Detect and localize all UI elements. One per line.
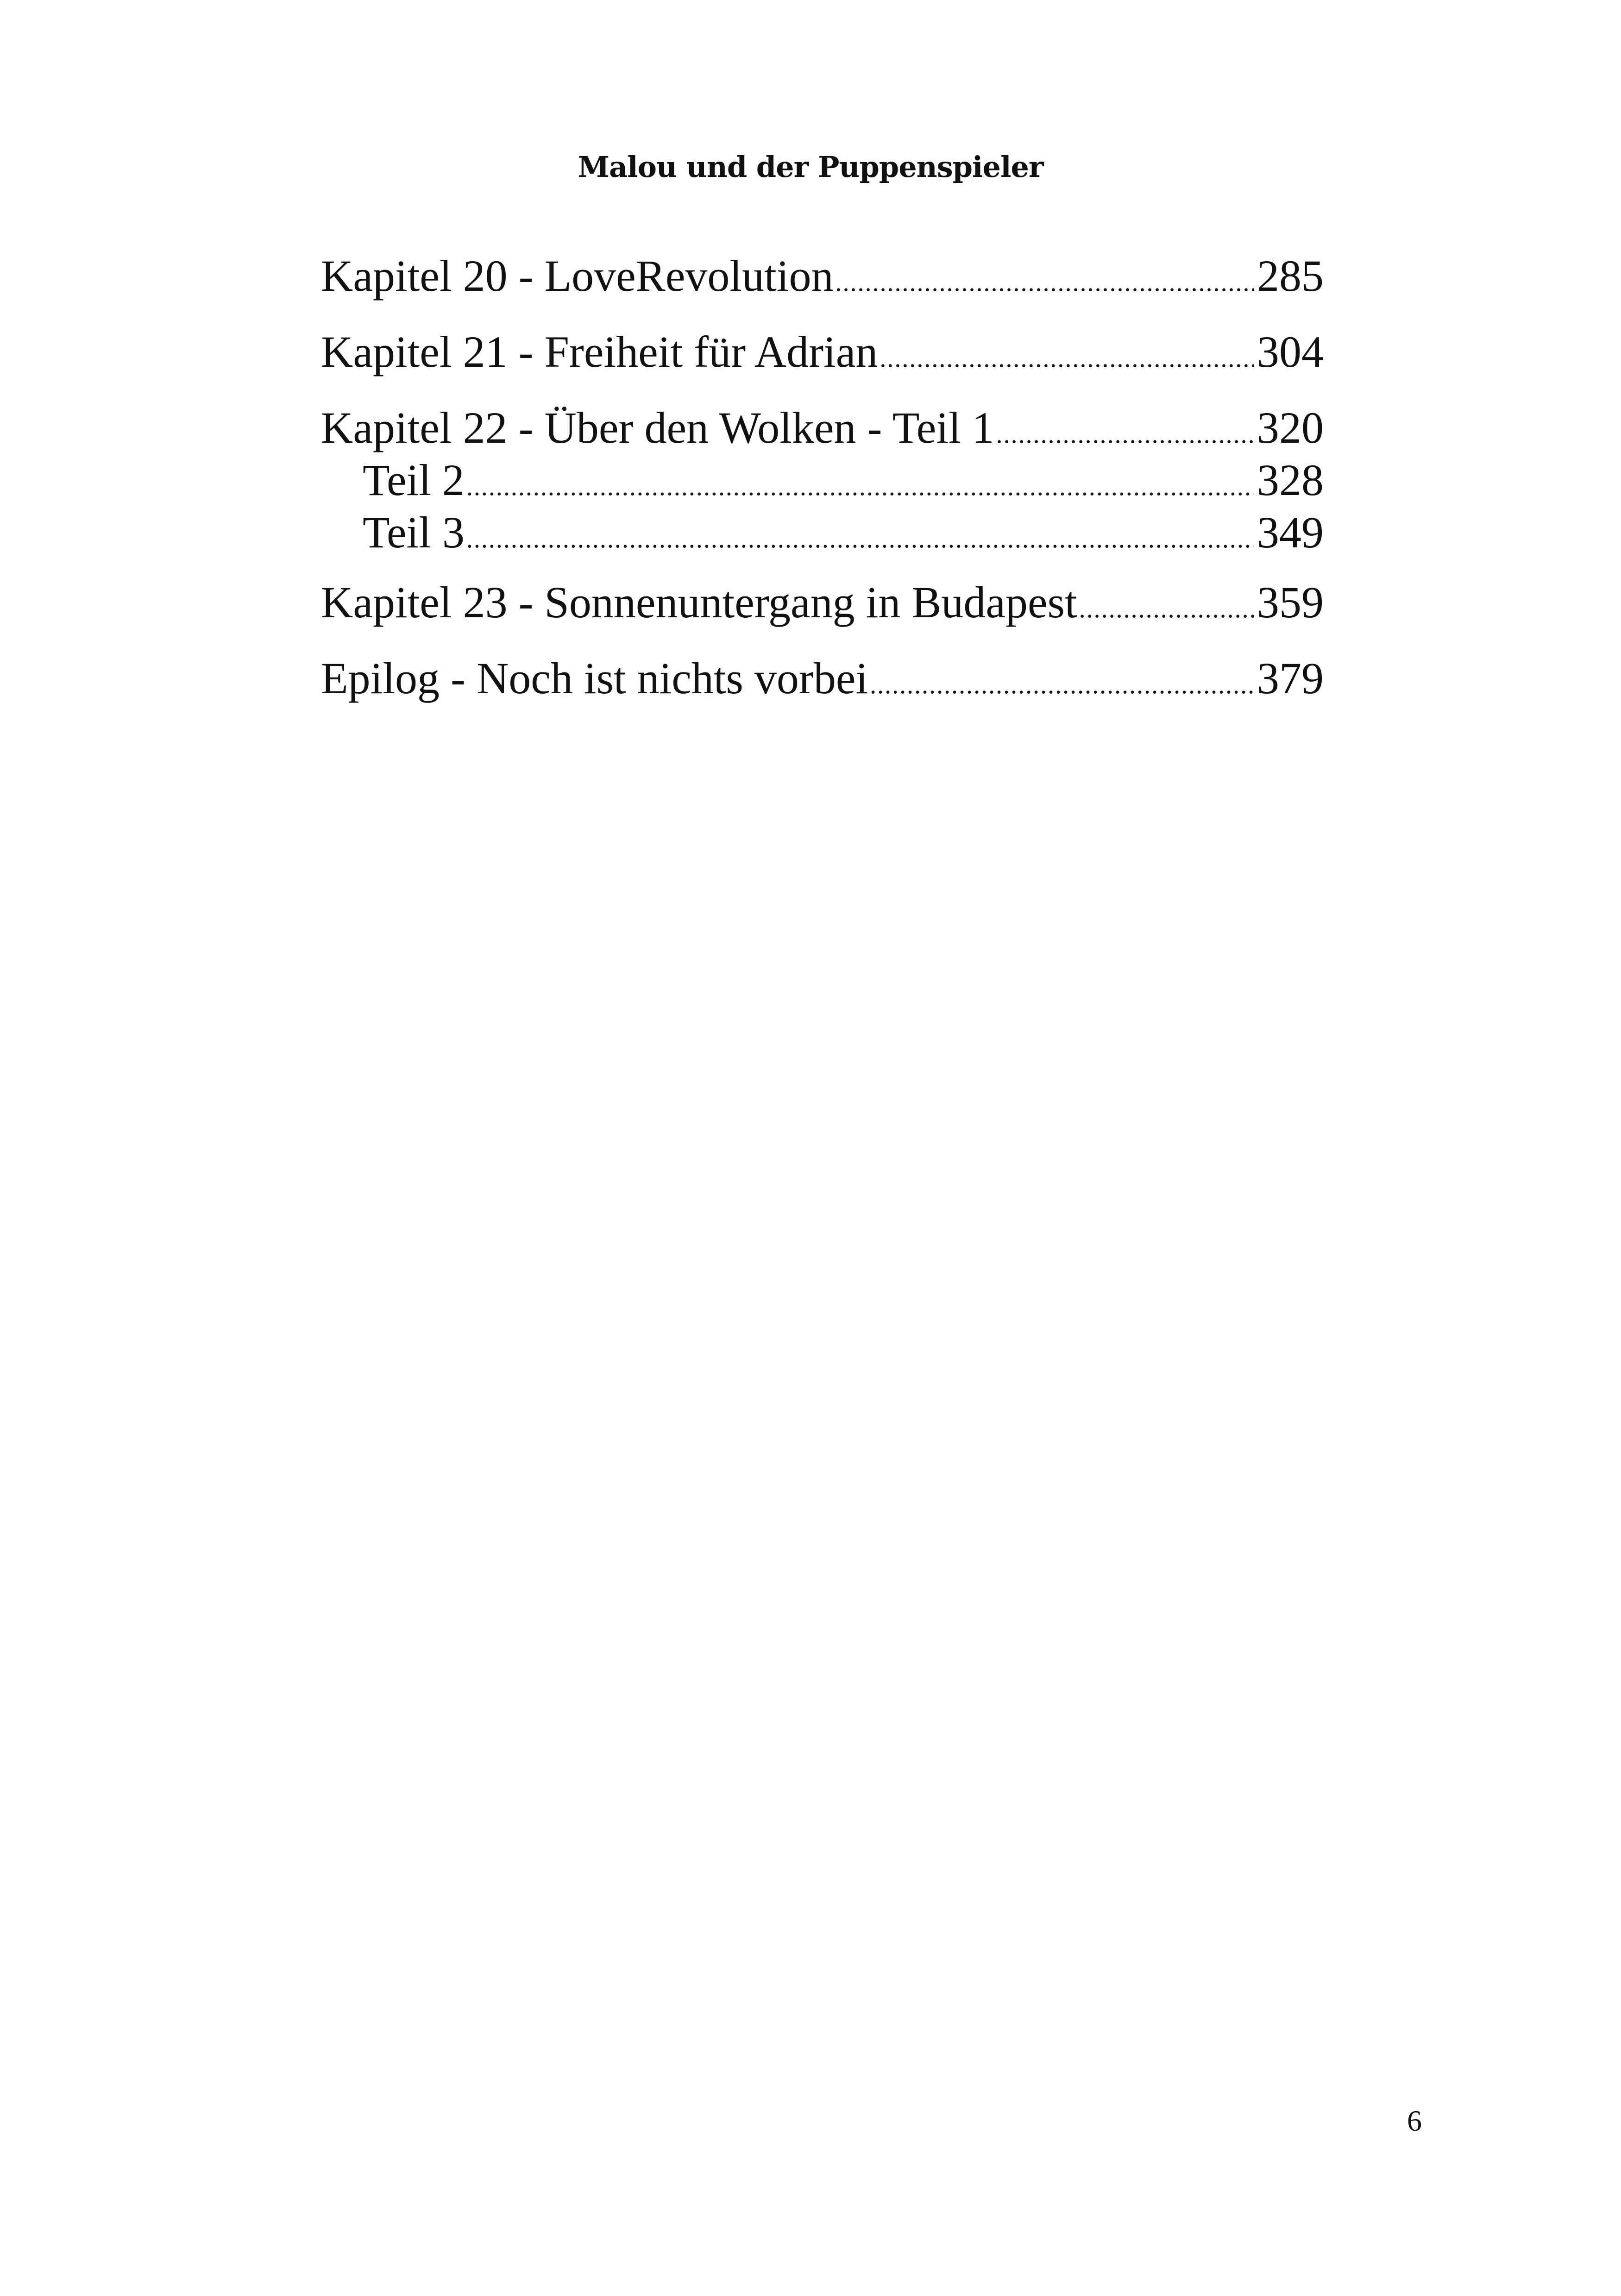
toc-entry-title: Kapitel 20 - LoveRevolution [321,251,834,301]
page-number: 6 [1407,2104,1422,2137]
toc-entry-page: 349 [1257,508,1324,557]
toc-entry-page: 304 [1257,327,1324,376]
toc-entry-page: 359 [1257,577,1324,627]
toc-dot-leader [996,421,1254,447]
toc-entry-chapter-23[interactable] [321,577,1324,656]
toc-dot-leader [835,270,1254,295]
toc-entry-title: Teil 2 [363,455,465,505]
toc-dot-leader [466,474,1254,500]
toc-entry-page: 379 [1257,653,1324,703]
toc-entry-epilog[interactable] [321,653,1324,732]
toc-entry-chapter-22[interactable] [321,403,1324,458]
toc-entry-title: Epilog - Noch ist nichts vorbei [321,653,868,703]
table-of-contents [321,251,1324,732]
toc-entry-page: 328 [1257,455,1324,505]
toc-dot-leader [466,526,1254,552]
toc-entry-title: Kapitel 21 - Freiheit für Adrian [321,327,878,376]
toc-entry-page: 285 [1257,251,1324,301]
toc-entry-page: 320 [1257,403,1324,452]
toc-entry-chapter-22-part-2[interactable] [321,455,1324,510]
toc-dot-leader [870,672,1254,698]
toc-dot-leader [1079,596,1254,622]
toc-entry-title: Kapitel 22 - Über den Wolken - Teil 1 [321,403,994,452]
toc-entry-chapter-22-part-3[interactable] [321,510,1324,563]
running-header-title: Malou und der Puppenspieler [578,150,1043,184]
toc-entry-chapter-21[interactable] [321,327,1324,406]
toc-entry-title: Teil 3 [363,508,465,557]
toc-entry-chapter-20[interactable] [321,251,1324,330]
toc-entry-title: Kapitel 23 - Sonnenuntergang in Budapest [321,577,1077,627]
toc-dot-leader [880,345,1254,371]
